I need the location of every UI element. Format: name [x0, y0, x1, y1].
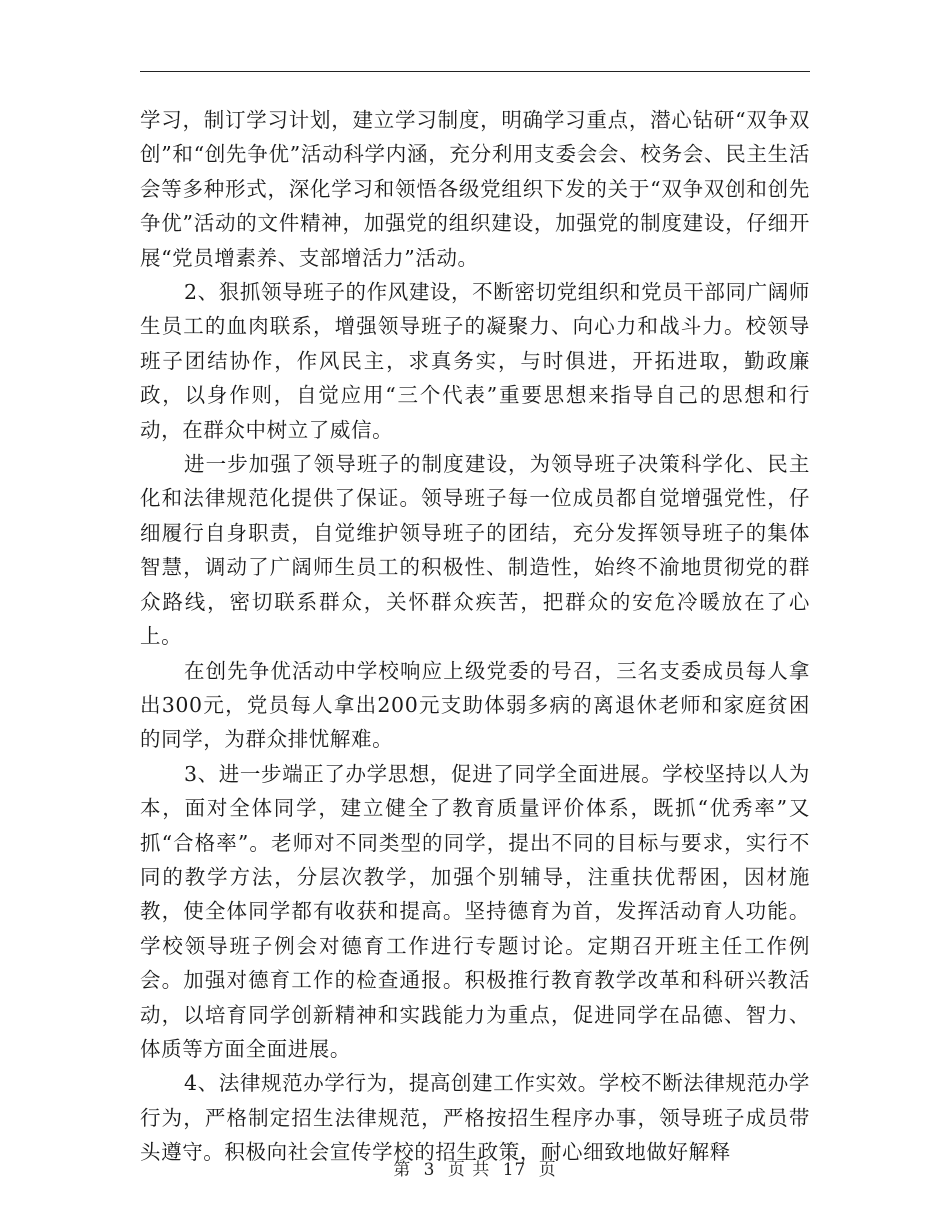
page-footer — [0, 1155, 950, 1180]
document-body — [140, 103, 810, 1170]
footer-prefix: 第 — [393, 1160, 412, 1180]
footer-suffix: 页 — [538, 1160, 557, 1180]
footer-middle: 页 共 — [447, 1160, 491, 1180]
paragraph-donation: 在创先争优活动中学校响应上级党委的号召，三名支委成员每人拿出300元，党员每人拿出200元支助体弱多病的离退休老师和家庭贫困的同学，为群众排忧解难。 — [140, 658, 810, 752]
paragraph-leadership-system: 进一步加强了领导班子的制度建设，为领导班子决策科学化、民主化和法律规范化提供了保证。领导班子每一位成员都自觉增强党性，仔细履行自身职责，自觉维护领导班子的团结，充分发挥领导班子的集体智慧，调动了广阔师生员工的积极性、制造性，始终不渝地贯彻党的群众路线，密切联系群众，关怀群众疾苦，把群众的安危冷暖放在了心上。 — [140, 452, 810, 649]
total-pages-number: 17 — [502, 1160, 527, 1180]
header-rule — [140, 71, 810, 72]
paragraph-item-3: 3、进一步端正了办学思想，促进了同学全面进展。学校坚持以人为本，面对全体同学，建立健全了教育质量评价体系，既抓“优秀率”又抓“合格率”。老师对不同类型的同学，提出不同的目标与要求，实行不同的教学方法，分层次教学，加强个别辅导，注重扶优帮困，因材施教，使全体同学都有收获和提高。坚持德育为首，发挥活动育人功能。学校领导班子例会对德育工作进行专题讨论。定期召开班主任工作例会。加强对德育工作的检查通报。积极推行教育教学改革和科研兴教活动，以培育同学创新精神和实践能力为重点，促进同学在品德、智力、体质等方面全面进展。 — [140, 761, 810, 1061]
paragraph-item-2: 2、狠抓领导班子的作风建设，不断密切党组织和党员干部同广阔师生员工的血肉联系，增强领导班子的凝聚力、向心力和战斗力。校领导班子团结协作，作风民主，求真务实，与时俱进，开拓进取，勤政廉政，以身作则，自觉应用“三个代表”重要思想来指导自己的思想和行动，在群众中树立了威信。 — [140, 280, 810, 442]
paragraph-item-4: 4、法律规范办学行为，提高创建工作实效。学校不断法律规范办学行为，严格制定招生法律规范，严格按招生程序办事，领导班子成员带头遵守。积极向社会宣传学校的招生政策，耐心细致地做好解释 — [140, 1071, 810, 1165]
current-page-number: 3 — [423, 1160, 436, 1180]
paragraph-continued: 学习，制订学习计划，建立学习制度，明确学习重点，潜心钻研“双争双创”和“创先争优”活动科学内涵，充分利用支委会会、校务会、民主生活会等多种形式，深化学习和领悟各级党组织下发的关于“双争双创和创先争优”活动的文件精神，加强党的组织建设，加强党的制度建设，仔细开展“党员增素养、支部增活力”活动。 — [140, 108, 810, 270]
